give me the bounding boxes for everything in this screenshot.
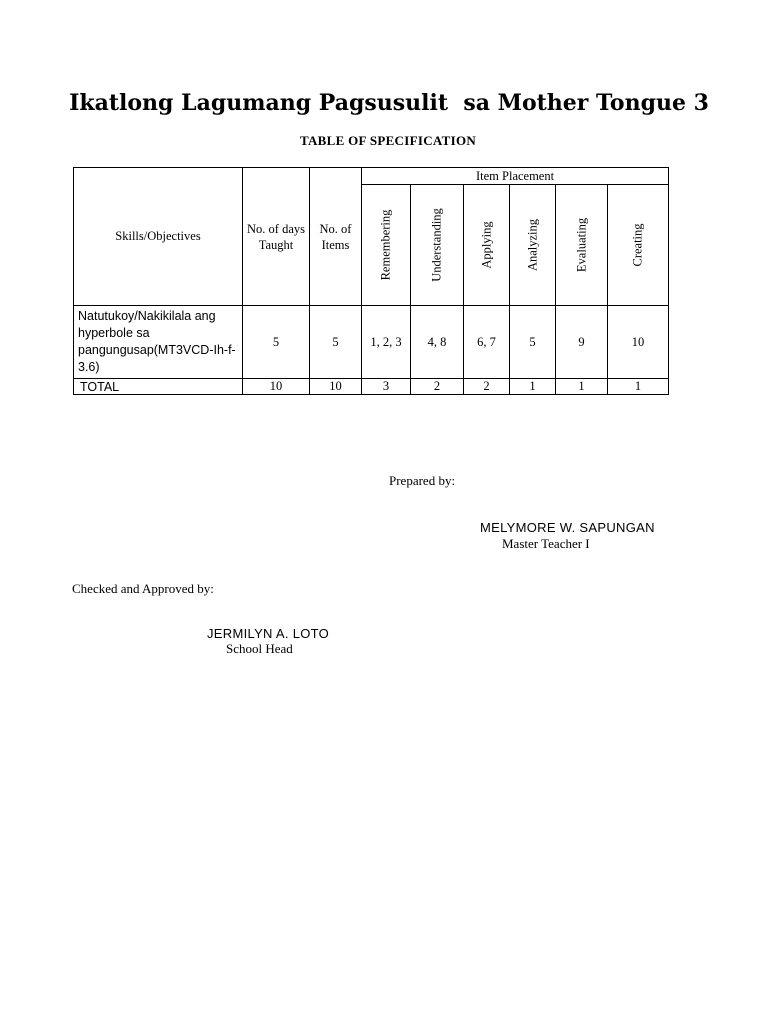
total-analyzing: 1 <box>510 379 556 395</box>
row-analyzing: 5 <box>510 306 556 379</box>
total-items: 10 <box>310 379 362 395</box>
header-understanding: Understanding <box>411 185 464 306</box>
row-remembering: 1, 2, 3 <box>362 306 411 379</box>
prepared-by-label: Prepared by: <box>389 473 456 488</box>
total-evaluating: 1 <box>556 379 608 395</box>
document-subtitle: TABLE OF SPECIFICATION <box>299 133 477 148</box>
row-understanding: 4, 8 <box>411 306 464 379</box>
header-days: No. of days Taught <box>243 168 310 306</box>
row-creating: 10 <box>608 306 669 379</box>
row-days: 5 <box>243 306 310 379</box>
table-row <box>74 306 669 379</box>
header-analyzing: Analyzing <box>510 185 556 306</box>
header-skills: Skills/Objectives <box>74 168 243 306</box>
approver-title: School Head <box>226 641 293 656</box>
header-evaluating: Evaluating <box>556 185 608 306</box>
row-applying: 6, 7 <box>464 306 510 379</box>
preparer-name: MELYMORE W. SAPUNGAN <box>480 520 655 535</box>
total-understanding: 2 <box>411 379 464 395</box>
document-title: Ikatlong Lagumang Pagsusulit sa Mother Tongue 3 <box>69 90 709 116</box>
total-applying: 2 <box>464 379 510 395</box>
total-creating: 1 <box>608 379 669 395</box>
header-remembering: Remembering <box>362 185 411 306</box>
header-creating: Creating <box>608 185 669 306</box>
row-skill: Natutukoy/Nakikilala ang hyperbole sa pangungusap(MT3VCD-Ih-f-3.6) <box>74 306 243 379</box>
preparer-title: Master Teacher I <box>502 536 590 551</box>
header-items: No. of Items <box>310 168 362 306</box>
approver-name: JERMILYN A. LOTO <box>207 626 330 641</box>
row-items: 5 <box>310 306 362 379</box>
total-label: TOTAL <box>74 379 243 395</box>
checked-approved-label: Checked and Approved by: <box>72 581 214 596</box>
specification-table <box>73 167 669 395</box>
header-item-placement: Item Placement <box>362 168 669 185</box>
total-row <box>74 379 669 395</box>
header-applying: Applying <box>464 185 510 306</box>
total-remembering: 3 <box>362 379 411 395</box>
total-days: 10 <box>243 379 310 395</box>
row-evaluating: 9 <box>556 306 608 379</box>
